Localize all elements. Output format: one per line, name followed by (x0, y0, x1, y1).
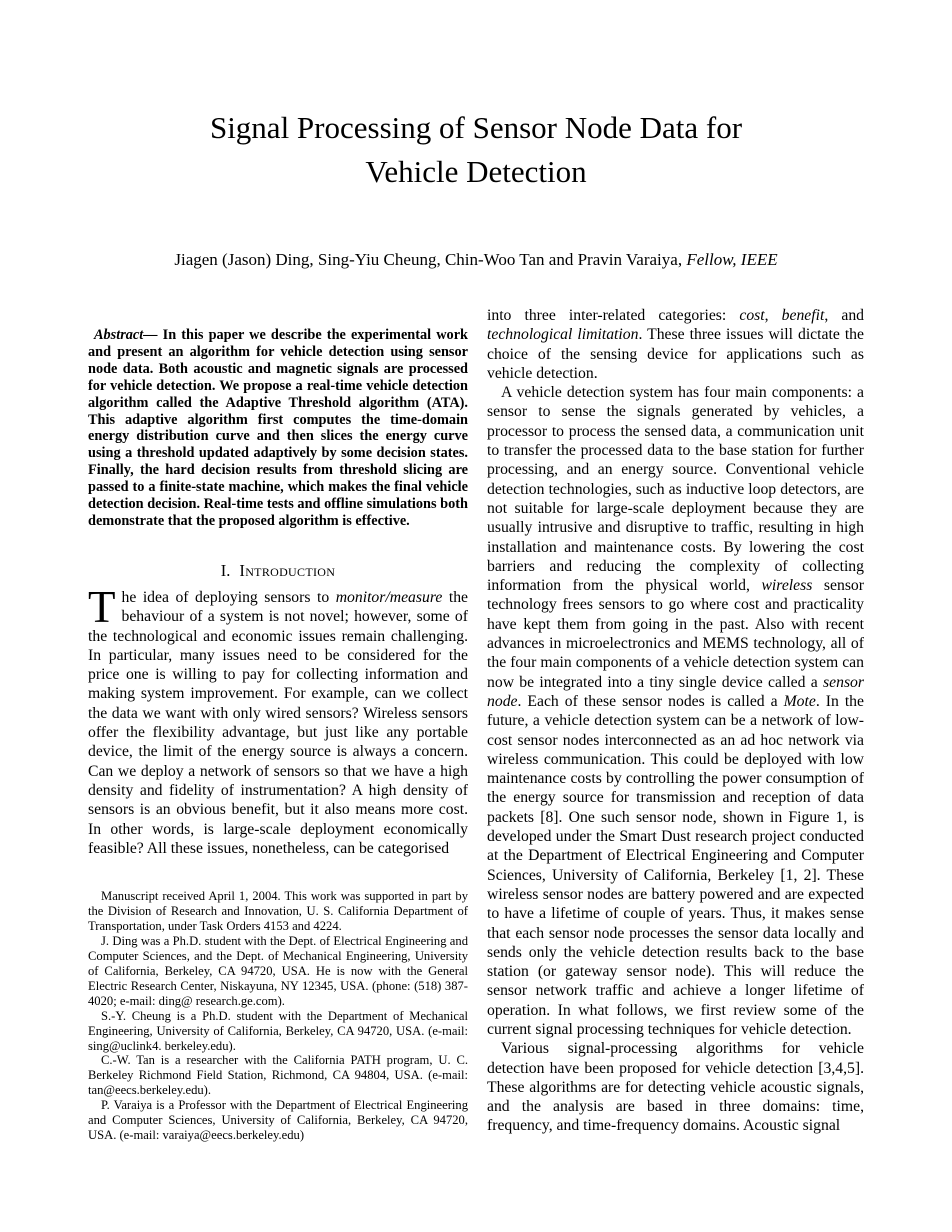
introduction-text: he idea of deploying sensors to monitor/measure the behaviour of a system is not novel; however, some of the technological and economic issues remain challenging. In particular, many issues need to be considered for the price one is willing to pay for collecting information and making system improvement. For example, can we collect the data we want with only wired sensors? Wireless sensors offer the flexibility advantage, but just like any portable device, the limit of the energy source is always a concern. Can we deploy a network of sensors so that we have a high density and fidelity of instrumentation? A high density of sensors is an obvious benefit, but it also means more cost. In other words, is large-scale deployment economically feasible? All these issues, nonetheless, can be categorised (88, 589, 469, 857)
paper-title-line2: Vehicle Detection (365, 154, 587, 189)
paragraph-categories: into three inter-related categories: cost, benefit, and technological limitation. These three issues will dictate the choice of the sensing device for applications such as vehicle detection. (487, 307, 865, 382)
footnote-author-tan: C.-W. Tan is a researcher with the California PATH program, U. C. Berkeley Richmond Field Station, Richmond, CA 94804, USA. (e-mail: tan@eecs.berkeley.edu). (88, 1053, 468, 1098)
introduction-paragraph (88, 582, 469, 858)
footnote-author-ding: J. Ding was a Ph.D. student with the Dept. of Electrical Engineering and Computer Sciences, and the Dept. of Mechanical Engineering, University of California, Berkeley, CA 94720, USA. He is now with the General Electric Research Center, Niskayuna, NY 12345, USA. (phone: (518) 387-4020; e-mail: ding@ research.ge.com). (88, 933, 468, 1008)
first-page-footnotes (88, 889, 468, 1143)
paragraph-various-algorithms: Various signal-processing algorithms for vehicle detection have been proposed for vehicle detection [3,4,5]. These algorithms are for detecting vehicle acoustic signals, and the analysis are based in three domains: time, frequency, and time-frequency domains. Acoustic signal (487, 1040, 864, 1135)
footnote-author-varaiya: P. Varaiya is a Professor with the Department of Electrical Engineering and Computer Sciences, University of California, Berkeley, CA 94720, USA. (e-mail: varaiya@eecs.berkeley.edu) (88, 1098, 468, 1143)
paper-title (0, 106, 952, 194)
paragraph-vehicle-detection-system: A vehicle detection system has four main components: a sensor to sense the signals generated by vehicles, a processor to process the sensed data, a communication unit to transfer the processed data to the base station for further processing, and an energy source. Conventional vehicle detection technologies, such as inductive loop detectors, are not suitable for large-scale deployment because they are usually intrusive and disruptive to traffic, resulting in high installation and maintenance costs. By lowering the cost barriers and reducing the complexity of collecting information from the physical world, wireless sensor technology frees sensors to go where cost and practicality have kept them from going in the past. Also with recent advances in microelectronics and MEMS technology, all of the four main components of a vehicle detection system can now be integrated into a tiny single device called a sensor node. Each of these sensor nodes is called a Mote. In the future, a vehicle detection system can be a network of low-cost sensor nodes interconnected as an ad hoc network via wireless communication. This could be deployed with low maintenance costs by controlling the power consumption of the energy source for transmission and reception of data packets [8]. One such sensor node, shown in Figure 1, is developed under the Smart Dust research project conducted at the Department of Electrical Engineering and Computer Sciences, University of California, Berkeley [1, 2]. These wireless sensor nodes are battery powered and are expected to have a lifetime of couple of years. Thus, it makes sense that each sensor node processes the sensor data locally and sends only the vehicle detection results back to the base station (or gateway sensor node). This will reduce the sensor network traffic and achieve a longer lifetime of operation. In what follows, we first review some of the current signal processing techniques for vehicle detection. (487, 384, 864, 1038)
paper-title-line1: Signal Processing of Sensor Node Data for (209, 110, 743, 145)
section-title: Introduction (239, 561, 336, 580)
right-column (487, 306, 864, 1136)
footnote-manuscript-received: Manuscript received April 1, 2004. This work was supported in part by the Division of Research and Innovation, U. S. California Department of Transportation, under Task Orders 4153 and 4224. (88, 889, 468, 933)
author-line: Jiagen (Jason) Ding, Sing-Yiu Cheung, Chin-Woo Tan and Pravin Varaiya, Fellow, IEEE (174, 250, 778, 269)
footnote-author-cheung: S.-Y. Cheung is a Ph.D. student with the Department of Mechanical Engineering, University of California, Berkeley, CA 94720, USA. (e-mail: sing@uclink4. berkeley.edu). (88, 1008, 468, 1053)
section-number: I. (220, 561, 231, 580)
dropcap-letter: T (88, 582, 116, 632)
section-heading-introduction (88, 561, 468, 581)
abstract: Abstract— In this paper we describe the experimental work and present an algorithm for vehicle detection using sensor node data. Both acoustic and magnetic signals are processed for vehicle detection. We propose a real-time vehicle detection algorithm called the Adaptive Threshold algorithm (ATA). This adaptive algorithm first computes the time-domain energy distribution curve and then slices the energy curve using a threshold updated adaptively by some decision states. Finally, the hard decision results from threshold slicing are passed to a finite-state machine, which makes the final vehicle detection decision. Real-time tests and offline simulations both demonstrate that the proposed algorithm is effective. (88, 327, 468, 529)
